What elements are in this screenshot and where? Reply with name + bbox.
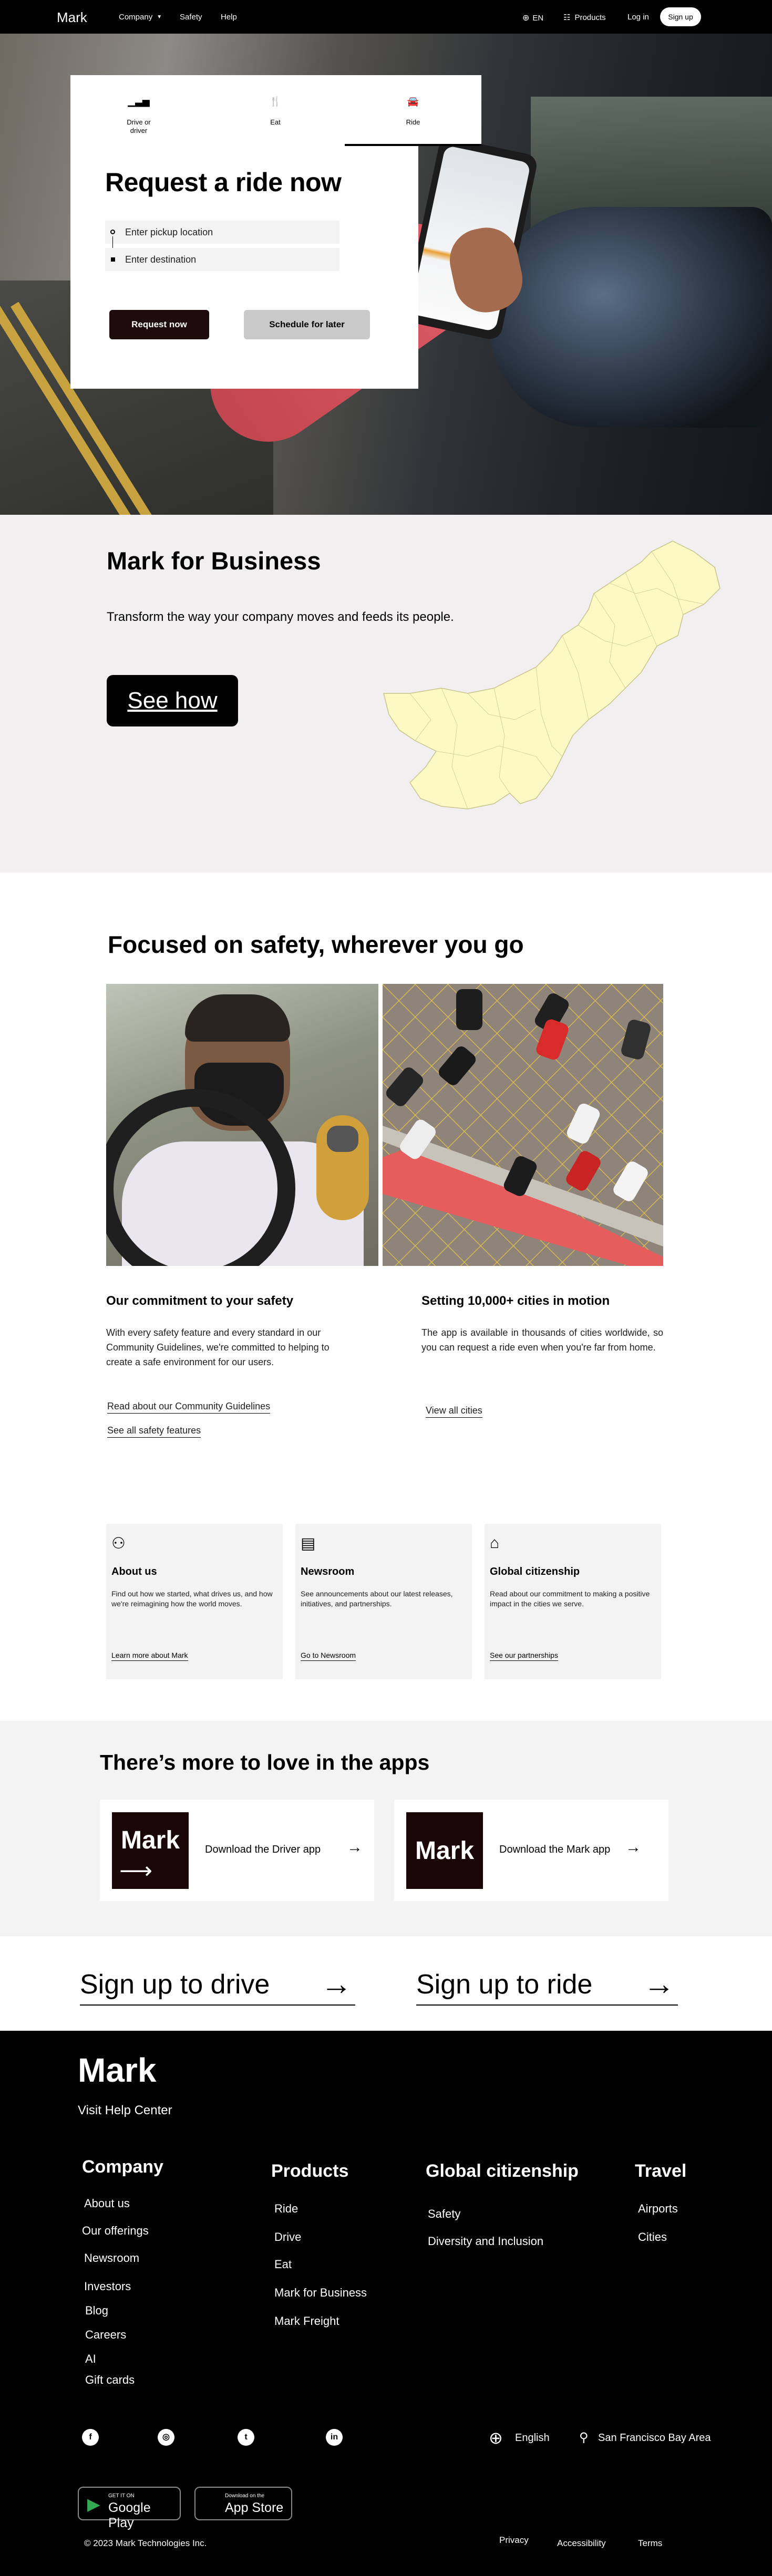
home-icon: ⌂: [490, 1534, 500, 1552]
signup-ride-link[interactable]: [416, 1966, 678, 2006]
driver-hair: [185, 994, 290, 1042]
signup-ride-label: Sign up to ride: [416, 1969, 593, 2000]
language-selector[interactable]: English: [515, 2432, 550, 2444]
safety-title: Focused on safety, wherever you go: [108, 931, 524, 958]
footer-link[interactable]: AI: [85, 2352, 96, 2365]
footer-link[interactable]: Gift cards: [85, 2373, 135, 2386]
rider-app-logo-text: Mark: [415, 1837, 475, 1865]
footer-logo[interactable]: Mark: [78, 2051, 157, 2089]
google-play-big: Google Play: [108, 2500, 151, 2530]
linkedin-icon[interactable]: in: [326, 2429, 343, 2446]
tab-eat[interactable]: [207, 75, 344, 146]
newsroom-link[interactable]: Go to Newsroom: [301, 1651, 356, 1661]
signup-drive-label: Sign up to drive: [80, 1969, 270, 2000]
app-store-big: App Store: [225, 2500, 284, 2515]
fork-knife-icon: 🍴: [269, 96, 282, 107]
location-selector[interactable]: San Francisco Bay Area: [598, 2432, 711, 2444]
citizenship-desc: Read about our commitment to making a positive impact in the cities we serve.: [490, 1590, 650, 1608]
apps-section: [0, 1721, 772, 1936]
passenger-mask: [327, 1126, 358, 1152]
driver-app-label: Download the Driver app: [205, 1844, 321, 1855]
nav-company-label: Company: [119, 13, 153, 22]
about-us-desc: Find out how we started, what drives us, and how we're reimagining how the world moves.: [111, 1590, 273, 1608]
top-nav: [0, 0, 772, 34]
pickup-dot-icon: [110, 230, 115, 234]
street-photo: [383, 984, 663, 1266]
nav-signup-button[interactable]: Sign up: [660, 7, 701, 26]
grid-icon: ☷: [563, 13, 571, 22]
footer-company-heading: Company: [82, 2157, 163, 2177]
instagram-icon[interactable]: ◎: [158, 2429, 174, 2446]
location-pin-icon: ⚲: [579, 2430, 589, 2445]
help-center-link[interactable]: Visit Help Center: [78, 2103, 172, 2117]
footer: [0, 2031, 772, 2576]
nav-logo[interactable]: Mark: [57, 9, 87, 25]
car-icon: 🚘: [407, 96, 419, 107]
newsroom-card[interactable]: [295, 1524, 472, 1679]
schedule-later-button[interactable]: Schedule for later: [244, 310, 370, 339]
newsroom-title: Newsroom: [301, 1566, 355, 1577]
arrow-right-icon: ⟶: [119, 1858, 153, 1884]
nav-help[interactable]: Help: [221, 13, 237, 22]
request-ride-card: [70, 146, 418, 389]
community-guidelines-link[interactable]: Read about our Community Guidelines: [107, 1401, 270, 1414]
nav-products-label: Products: [574, 13, 606, 22]
nav-language-label: EN: [532, 14, 544, 23]
about-us-link[interactable]: Learn more about Mark: [111, 1651, 188, 1661]
citizenship-link[interactable]: See our partnerships: [490, 1651, 558, 1661]
rider-app-card[interactable]: [394, 1800, 668, 1901]
footer-link[interactable]: About us: [84, 2197, 130, 2210]
google-play-small: GET IT ON: [108, 2493, 135, 2499]
citizenship-card[interactable]: [485, 1524, 661, 1679]
chevron-down-icon: ▼: [157, 14, 162, 20]
footer-link[interactable]: Careers: [85, 2328, 127, 2341]
newsroom-desc: See announcements about our latest releases, initiatives, and partnerships.: [301, 1590, 453, 1608]
destination-placeholder: Enter destination: [125, 254, 197, 265]
footer-link[interactable]: Drive: [274, 2230, 302, 2243]
footer-link[interactable]: Airports: [638, 2202, 678, 2215]
footer-link[interactable]: Our offerings: [82, 2224, 149, 2237]
business-title: Mark for Business: [107, 547, 321, 575]
driver-photo: [106, 984, 378, 1266]
about-us-title: About us: [111, 1566, 157, 1577]
app-store-badge[interactable]: [194, 2487, 292, 2520]
signup-drive-link[interactable]: [80, 1966, 355, 2006]
view-cities-link[interactable]: View all cities: [426, 1405, 482, 1418]
driver-app-logo-text: Mark: [120, 1826, 180, 1854]
footer-link[interactable]: Safety: [428, 2207, 461, 2220]
citizenship-title: Global citizenship: [490, 1566, 580, 1577]
nav-login[interactable]: Log in: [627, 13, 649, 22]
destination-square-icon: [111, 257, 115, 262]
street-aerial-svg: [383, 984, 663, 1266]
nav-products[interactable]: [563, 13, 606, 22]
business-section: [0, 515, 772, 872]
footer-link[interactable]: Mark Freight: [274, 2314, 339, 2328]
safety-commitment-heading: Our commitment to your safety: [106, 1294, 294, 1308]
newspaper-icon: ▤: [301, 1535, 316, 1552]
facebook-icon[interactable]: f: [82, 2429, 99, 2446]
signup-section: [0, 1936, 772, 2031]
driver-app-card[interactable]: [100, 1800, 374, 1901]
safety-commitment-text: With every safety feature and every standard in our Community Guidelines, we're committed to helping to create a safe environment for our users.: [106, 1327, 330, 1367]
map-shape: [384, 541, 720, 809]
car: [456, 989, 482, 1030]
footer-link[interactable]: Ride: [274, 2202, 298, 2215]
privacy-link[interactable]: Privacy: [499, 2535, 529, 2545]
request-now-button[interactable]: Request now: [109, 310, 209, 339]
destination-input[interactable]: [105, 248, 339, 271]
terms-link[interactable]: Terms: [638, 2538, 663, 2548]
cities-heading: Setting 10,000+ cities in motion: [421, 1294, 610, 1308]
pakistan-map: [378, 536, 725, 830]
footer-link[interactable]: Eat: [274, 2258, 292, 2271]
pickup-input[interactable]: [105, 221, 339, 244]
pickup-placeholder: Enter pickup location: [125, 227, 213, 237]
about-us-card[interactable]: [106, 1524, 283, 1679]
service-tabs: [70, 75, 481, 146]
arrow-right-icon: →: [625, 1838, 641, 1856]
request-title: Request a ride now: [105, 168, 342, 197]
rider-app-logo: [406, 1812, 483, 1889]
footer-link[interactable]: Blog: [85, 2304, 109, 2317]
driver-app-logo: [112, 1812, 189, 1889]
app-store-small: Download on the: [225, 2493, 265, 2499]
arrow-right-icon: →: [321, 1966, 352, 2001]
nav-language[interactable]: [522, 13, 543, 23]
accessibility-link[interactable]: Accessibility: [557, 2538, 606, 2548]
globe-icon: ⊕: [522, 14, 530, 23]
people-icon: ⚇: [111, 1535, 126, 1552]
google-play-icon: ▶: [87, 2495, 100, 2513]
business-text: Transform the way your company moves and feeds its people.: [107, 610, 454, 624]
nav-safety[interactable]: Safety: [180, 13, 202, 22]
footer-products-heading: Products: [271, 2161, 349, 2181]
tab-ride-label: Ride: [406, 118, 420, 126]
footer-citizenship-heading: Global citizenship: [426, 2161, 579, 2181]
safety-section: [0, 872, 772, 1721]
footer-travel-heading: Travel: [635, 2161, 687, 2181]
tab-eat-label: Eat: [270, 118, 281, 126]
footer-link[interactable]: Diversity and Inclusion: [428, 2235, 544, 2248]
safety-features-link[interactable]: See all safety features: [107, 1425, 201, 1438]
tab-ride[interactable]: [345, 75, 481, 146]
footer-link[interactable]: Cities: [638, 2230, 667, 2243]
arrow-right-icon: →: [643, 1966, 675, 2001]
tab-drive[interactable]: [70, 75, 207, 146]
footer-link[interactable]: Newsroom: [84, 2251, 140, 2265]
arrow-right-icon: →: [347, 1838, 363, 1856]
cities-text: The app is available in thousands of cities worldwide, so you can request a ride even when you're far from home.: [421, 1327, 663, 1353]
hero-car: [489, 207, 772, 428]
apps-title: There’s more to love in the apps: [100, 1750, 430, 1774]
rider-app-label: Download the Mark app: [499, 1844, 611, 1855]
copyright: © 2023 Mark Technologies Inc.: [84, 2538, 207, 2548]
footer-link[interactable]: Investors: [84, 2280, 131, 2293]
google-play-badge[interactable]: [78, 2487, 181, 2530]
nav-company[interactable]: [119, 13, 162, 22]
bar-chart-icon: ▁▃▅: [128, 96, 150, 107]
twitter-icon[interactable]: t: [238, 2429, 254, 2446]
tab-drive-label: Drive or driver: [127, 118, 151, 134]
see-how-button[interactable]: See how: [107, 675, 238, 726]
globe-icon: ⊕: [489, 2428, 503, 2447]
footer-link[interactable]: Mark for Business: [274, 2286, 367, 2299]
